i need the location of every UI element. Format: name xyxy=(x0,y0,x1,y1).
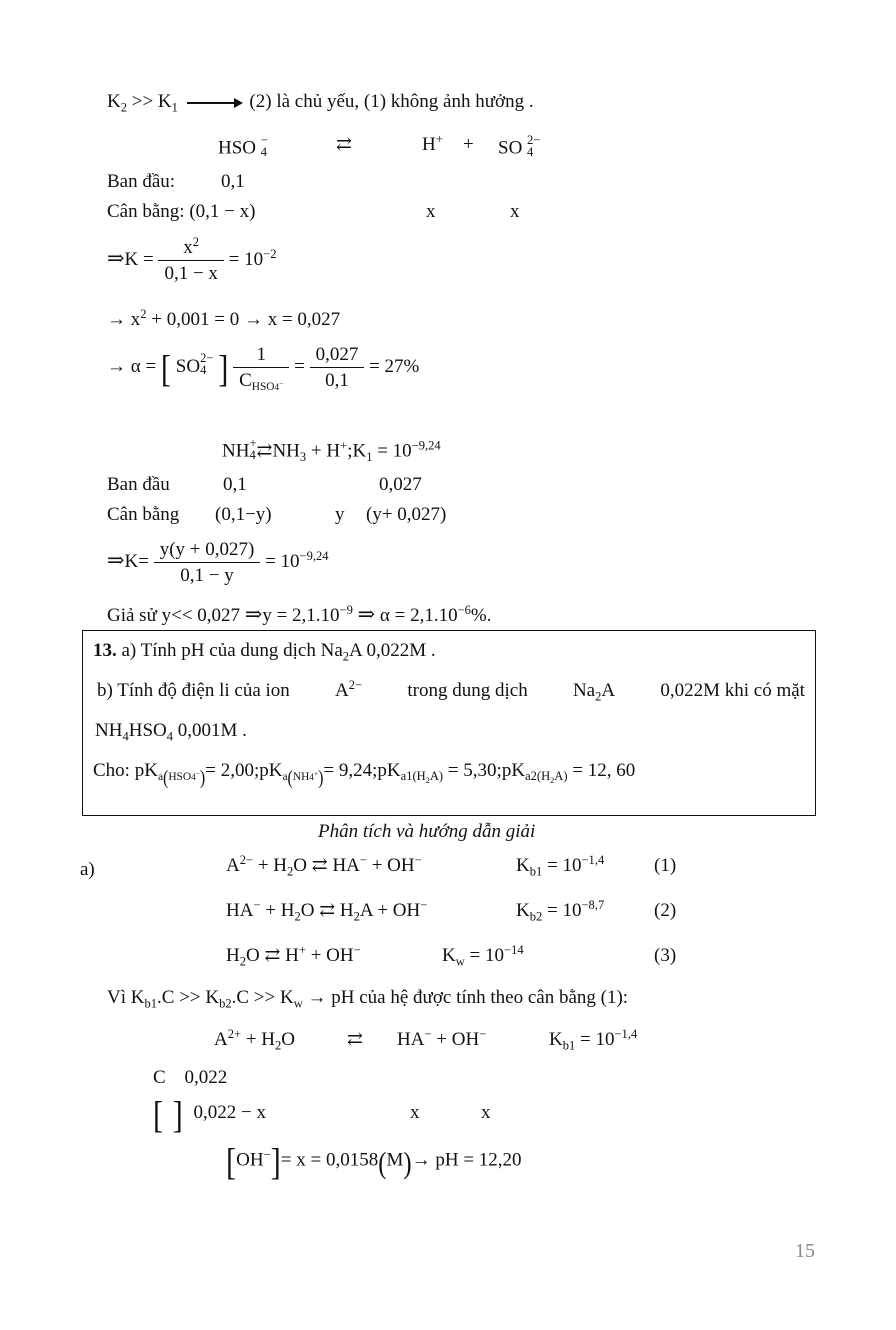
reversible-arrow-icon: ⇄ xyxy=(264,945,281,966)
gia-su-line: Giả sử y<< 0,027 ⇒y = $2,1.10^{-9}$ ⇒ $\alpha = 2,1.10^{-6}\%$. xyxy=(107,602,492,626)
page-number: 15 xyxy=(795,1240,815,1262)
equilibrium-hso4: HSO − 4 ⇄ H+ + SO 2− 4 xyxy=(218,132,541,159)
alpha-fraction-2: $\frac{0,027}{0,1}$ xyxy=(310,345,365,390)
quadratic-eq: + 0,001 = 0 → x = 0,027 xyxy=(151,309,341,330)
ban-dau-label: Ban đầu: xyxy=(107,171,176,192)
problem-number: 13. xyxy=(93,640,117,661)
can-bang-v1: (0,1−y) xyxy=(215,504,272,525)
alpha-line-1: → α = [ SO 2− 4 ] $\frac{1}{C_{HSO4^-}}$ = $\frac{0,027}{0,1}$ = 27% xyxy=(107,344,420,393)
k1-exp: −9,24 xyxy=(411,438,441,453)
problem-given: Cho: $pK_{a(HSO4^-)}=$ $2,00;pK_{a(NH4^+)}=$ $9,24;pK_{a1(H_2A)}$ = $5,30;pK_{a2(H_2A)} = 12$, 60 xyxy=(93,760,636,790)
vi-line: Vì $K_{b1}.C >> K_{b2}.C >> K_w$ → pH của hệ được tính theo cân bằng (1): xyxy=(107,987,629,1011)
eq2-label: (2) xyxy=(654,900,677,921)
can-bang-x1: x xyxy=(426,201,436,222)
reversible-arrow-icon: ⇄ xyxy=(256,440,273,462)
ban-dau-value: 0,1 xyxy=(221,171,245,192)
quadratic-line: → $x^2 + 0,001 = 0 \to x = 0,027$ xyxy=(107,307,341,330)
alpha-result-2: α = 2,1.10 xyxy=(379,605,458,626)
reversible-arrow-icon: ⇄ xyxy=(347,1029,363,1050)
problem-part-a: 13. a) Tính pH của dung dịch $Na_2A$ 0,022M . xyxy=(93,640,436,664)
line-k2-k1: $K_2 >> K_1$ (2) là chủ yếu, (1) không ảnh hưởng . xyxy=(107,91,534,115)
solution-a-label: a) xyxy=(80,859,95,880)
c-row: C 0,022 xyxy=(153,1067,228,1088)
k-exp: −2 xyxy=(263,246,277,261)
reversible-arrow-icon: ⇄ xyxy=(319,900,336,921)
ban-dau-row-1 xyxy=(107,171,245,192)
k-expression-1: ⇒K = $\frac{x^2}{0,1 - x}$ = $10^{-2}$ xyxy=(107,235,277,284)
k2-exp: −9,24 xyxy=(299,548,329,563)
line-k2-k1-text: (2) là chủ yếu, (1) không ảnh hưởng . xyxy=(249,91,534,112)
eq1-label: (1) xyxy=(654,855,677,876)
can-bang-v3: (y+ 0,027) xyxy=(366,504,447,525)
can-bang-row-1 xyxy=(107,202,527,221)
can-bang-v2: y xyxy=(335,504,345,525)
alpha-result-1: = 27% xyxy=(369,355,420,377)
ban-dau-v2: 0,027 xyxy=(379,474,422,495)
k-expression-2: ⇒K= $\frac{y(y + 0,027)}{0,1 - y}$ = $10^{-9,24}$ xyxy=(107,539,329,586)
k-rhs: = 10 xyxy=(228,248,264,270)
alpha-fraction-1: $\frac{1}{C_{HSO4^-}}$ xyxy=(233,345,289,390)
can-bang-label: Cân bằng: (0,1 − x) xyxy=(107,201,256,222)
equation-3: $H_2O$ ⇄ H+ + OH− $K_w = 10^{-14}$ (3) xyxy=(226,943,677,969)
k-fraction-2: $\frac{y(y + 0,027)}{0,1 - y}$ xyxy=(154,540,261,585)
equation-main: $A^{2+} + H_2O$ ⇄ HA− + OH− $K_{b1} = 10^{-1,4}$ xyxy=(214,1027,638,1053)
problem-box xyxy=(82,630,816,816)
gia-su: Giả sử y<< 0,027 xyxy=(107,605,241,626)
can-bang-label-2: Cân bằng xyxy=(107,504,180,525)
solution-heading: Phân tích và hướng dẫn giải xyxy=(318,821,536,842)
ban-dau-v1: 0,1 xyxy=(223,474,247,495)
reversible-arrow-icon: ⇄ xyxy=(336,134,352,155)
reversible-arrow-icon: ⇄ xyxy=(311,855,328,876)
k-fraction-1: $\frac{x^2}{0,1 - x}$ xyxy=(158,238,223,283)
equilibrium-nh4: NH + 4 $⇄NH_3$ + $H^+;K_1 = 10^{-9,24}$ xyxy=(222,436,441,464)
y-result: y = 2,1.10 xyxy=(262,605,340,626)
equation-2: $HA^- + H_2O$ ⇄ $H_2A + OH^-$ $K_{b2} = 10^{-8,7}$ (2) xyxy=(226,898,677,924)
right-arrow-icon xyxy=(187,102,241,104)
oh-result-line: [OH−]= x = 0,0158(M)→ pH = 12,20 xyxy=(226,1140,522,1184)
eq3-label: (3) xyxy=(654,945,677,966)
ban-dau-label-2: Ban đầu xyxy=(107,474,170,495)
can-bang-x2: x xyxy=(510,201,520,222)
equation-1: $A^{2-} + H_2O$ ⇄ HA− + OH− $K_{b1} = 10^{-1,4}$ (1) xyxy=(226,853,677,879)
can-bang-row-2 xyxy=(107,505,467,524)
problem-part-b: b) Tính độ điện li của ion $A^{2-}$ trong dung dịch $Na_2A$ 0,022M khi có mặt xyxy=(97,678,805,704)
equilibrium-row: [ ] 0,022 − x x x xyxy=(153,1093,491,1137)
problem-salt: $NH_4HSO_4$ 0,001M . xyxy=(95,720,247,744)
ban-dau-row-2 xyxy=(107,475,467,494)
